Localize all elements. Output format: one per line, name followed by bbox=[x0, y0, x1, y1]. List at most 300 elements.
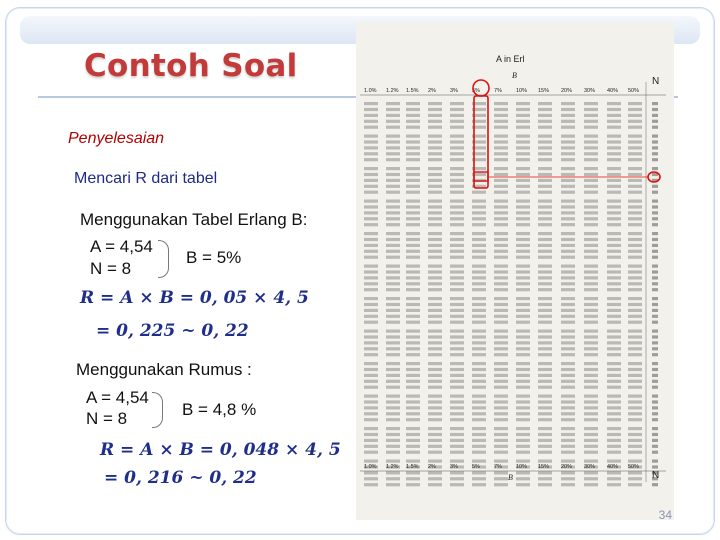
table-cell-texture bbox=[516, 152, 530, 155]
table-cell-texture bbox=[472, 244, 486, 247]
table-cell-texture bbox=[516, 200, 530, 203]
table-n-cell-texture bbox=[652, 288, 658, 291]
section-heading: Penyelesaian bbox=[68, 130, 165, 147]
table-cell-texture bbox=[561, 223, 575, 226]
table-cell-texture bbox=[450, 152, 464, 155]
table-cell-texture bbox=[472, 406, 486, 409]
table-cell-texture bbox=[364, 400, 378, 403]
table-cell-texture bbox=[584, 120, 598, 123]
table-cell-texture bbox=[406, 146, 420, 149]
table-cell-texture bbox=[450, 205, 464, 208]
table-cell-texture bbox=[494, 158, 508, 161]
table-cell-texture bbox=[607, 158, 621, 161]
table-cell-texture bbox=[584, 146, 598, 149]
table-n-cell-texture bbox=[652, 120, 658, 123]
table-cell-texture bbox=[450, 217, 464, 220]
table-cell-texture bbox=[561, 406, 575, 409]
table-cell-texture bbox=[607, 250, 621, 253]
table-cell-texture bbox=[450, 451, 464, 454]
table-n-cell-texture bbox=[652, 135, 658, 138]
table-cell-texture bbox=[561, 158, 575, 161]
table-cell-texture bbox=[428, 427, 442, 430]
table-cell-texture bbox=[364, 483, 378, 486]
table-n-cell-texture bbox=[652, 400, 658, 403]
table-cell-texture bbox=[494, 433, 508, 436]
table-cell-texture bbox=[538, 483, 552, 486]
table-cell-texture bbox=[428, 303, 442, 306]
table-n-cell-texture bbox=[652, 418, 658, 421]
table-cell-texture bbox=[584, 256, 598, 259]
table-cell-texture bbox=[450, 114, 464, 117]
table-cell-texture bbox=[516, 297, 530, 300]
table-cell-texture bbox=[494, 418, 508, 421]
table-cell-texture bbox=[561, 250, 575, 253]
table-cell-texture bbox=[406, 315, 420, 318]
table-cell-texture bbox=[450, 256, 464, 259]
table-cell-texture bbox=[494, 126, 508, 129]
table-cell-texture bbox=[561, 353, 575, 356]
table-cell-texture bbox=[406, 353, 420, 356]
table-cell-texture bbox=[450, 282, 464, 285]
table-cell-texture bbox=[628, 439, 642, 442]
table-cell-texture bbox=[494, 321, 508, 324]
table-cell-texture bbox=[386, 374, 400, 377]
table-cell-texture bbox=[607, 191, 621, 194]
table-cell-texture bbox=[386, 265, 400, 268]
table-cell-texture bbox=[628, 303, 642, 306]
table-cell-texture bbox=[607, 380, 621, 383]
table-n-cell-texture bbox=[652, 191, 658, 194]
table-cell-texture bbox=[584, 217, 598, 220]
table-cell-texture bbox=[472, 451, 486, 454]
table-cell-texture bbox=[364, 321, 378, 324]
table-cell-texture bbox=[538, 477, 552, 480]
table-cell-texture bbox=[516, 250, 530, 253]
table-cell-texture bbox=[494, 400, 508, 403]
table-cell-texture bbox=[628, 191, 642, 194]
table-cell-texture bbox=[428, 406, 442, 409]
table-cell-texture bbox=[538, 433, 552, 436]
table-cell-texture bbox=[450, 380, 464, 383]
table-n-cell-texture bbox=[652, 483, 658, 486]
table-cell-texture bbox=[516, 114, 530, 117]
table-cell-texture bbox=[406, 173, 420, 176]
table-cell-texture bbox=[450, 120, 464, 123]
table-cell-texture bbox=[386, 406, 400, 409]
table-cell-texture bbox=[607, 374, 621, 377]
table-cell-texture bbox=[406, 288, 420, 291]
table-cell-texture bbox=[516, 380, 530, 383]
table-cell-texture bbox=[472, 256, 486, 259]
table-cell-texture bbox=[538, 120, 552, 123]
table-cell-texture bbox=[386, 158, 400, 161]
table-cell-texture bbox=[561, 315, 575, 318]
table-cell-texture bbox=[428, 439, 442, 442]
table-cell-texture bbox=[584, 386, 598, 389]
table-cell-texture bbox=[561, 256, 575, 259]
table-cell-texture bbox=[364, 374, 378, 377]
table-cell-texture bbox=[364, 232, 378, 235]
table-cell-texture bbox=[607, 167, 621, 170]
table-cell-texture bbox=[386, 140, 400, 143]
table-header-cell: 1.0% bbox=[364, 88, 377, 94]
table-n-cell-texture bbox=[652, 270, 658, 273]
table-cell-texture bbox=[364, 353, 378, 356]
table-cell-texture bbox=[406, 232, 420, 235]
table-cell-texture bbox=[386, 362, 400, 365]
table-cell-texture bbox=[607, 146, 621, 149]
table-cell-texture bbox=[406, 445, 420, 448]
table-cell-texture bbox=[386, 483, 400, 486]
table-cell-texture bbox=[628, 244, 642, 247]
table-cell-texture bbox=[584, 374, 598, 377]
table-cell-texture bbox=[428, 451, 442, 454]
table-cell-texture bbox=[428, 460, 442, 463]
table-n-cell-texture bbox=[652, 256, 658, 259]
table-cell-texture bbox=[386, 211, 400, 214]
table-cell-texture bbox=[450, 309, 464, 312]
table-cell-texture bbox=[494, 288, 508, 291]
table-cell-texture bbox=[584, 200, 598, 203]
table-cell-texture bbox=[450, 471, 464, 474]
table-cell-texture bbox=[472, 427, 486, 430]
table-cell-texture bbox=[538, 341, 552, 344]
table-cell-texture bbox=[628, 380, 642, 383]
table-n-cell-texture bbox=[652, 211, 658, 214]
table-cell-texture bbox=[406, 341, 420, 344]
table-cell-texture bbox=[494, 412, 508, 415]
table-cell-texture bbox=[428, 114, 442, 117]
table-cell-texture bbox=[584, 250, 598, 253]
table-cell-texture bbox=[364, 330, 378, 333]
table-cell-texture bbox=[406, 374, 420, 377]
table-cell-texture bbox=[561, 152, 575, 155]
table-header-cell: 5% bbox=[472, 88, 480, 94]
table-cell-texture bbox=[428, 282, 442, 285]
table-cell-texture bbox=[494, 120, 508, 123]
table-n-cell-texture bbox=[652, 460, 658, 463]
table-cell-texture bbox=[364, 412, 378, 415]
table-header-cell: 1.2% bbox=[386, 88, 399, 94]
table-cell-texture bbox=[472, 362, 486, 365]
table-cell-texture bbox=[386, 395, 400, 398]
table-n-value: N = 8 bbox=[90, 259, 132, 278]
table-cell-texture bbox=[406, 185, 420, 188]
table-cell-texture bbox=[428, 250, 442, 253]
table-cell-texture bbox=[472, 217, 486, 220]
table-cell-texture bbox=[538, 205, 552, 208]
table-cell-texture bbox=[406, 223, 420, 226]
table-cell-texture bbox=[406, 102, 420, 105]
table-cell-texture bbox=[538, 427, 552, 430]
table-cell-texture bbox=[561, 386, 575, 389]
table-cell-texture bbox=[584, 460, 598, 463]
table-header-cell: 3% bbox=[450, 88, 458, 94]
table-cell-texture bbox=[472, 321, 486, 324]
table-n-cell-texture bbox=[652, 205, 658, 208]
table-cell-texture bbox=[584, 108, 598, 111]
table-header-cell: 5% bbox=[472, 464, 480, 470]
table-cell-texture bbox=[428, 321, 442, 324]
table-cell-texture bbox=[607, 341, 621, 344]
table-cell-texture bbox=[364, 191, 378, 194]
table-cell-texture bbox=[450, 315, 464, 318]
table-cell-texture bbox=[450, 374, 464, 377]
table-cell-texture bbox=[628, 223, 642, 226]
table-cell-texture bbox=[494, 152, 508, 155]
table-cell-texture bbox=[428, 374, 442, 377]
table-cell-texture bbox=[561, 362, 575, 365]
table-cell-texture bbox=[364, 297, 378, 300]
table-cell-texture bbox=[406, 152, 420, 155]
table-header-cell: 40% bbox=[607, 464, 619, 470]
table-cell-texture bbox=[494, 205, 508, 208]
table-cell-texture bbox=[561, 288, 575, 291]
table-cell-texture bbox=[538, 114, 552, 117]
table-cell-texture bbox=[386, 297, 400, 300]
table-cell-texture bbox=[494, 250, 508, 253]
table-cell-texture bbox=[584, 483, 598, 486]
table-cell-texture bbox=[538, 211, 552, 214]
table-header-cell: 50% bbox=[628, 88, 640, 94]
table-cell-texture bbox=[516, 335, 530, 338]
table-cell-texture bbox=[516, 471, 530, 474]
table-cell-texture bbox=[364, 445, 378, 448]
table-cell-texture bbox=[628, 309, 642, 312]
table-cell-texture bbox=[386, 321, 400, 324]
table-cell-texture bbox=[472, 276, 486, 279]
table-cell-texture bbox=[428, 200, 442, 203]
table-cell-texture bbox=[364, 341, 378, 344]
table-b-label-top: B bbox=[512, 71, 517, 80]
table-cell-texture bbox=[561, 395, 575, 398]
formula-a-value: A = 4,54 bbox=[86, 388, 149, 407]
table-n-cell-texture bbox=[652, 185, 658, 188]
table-cell-texture bbox=[364, 427, 378, 430]
table-cell-texture bbox=[561, 400, 575, 403]
table-cell-texture bbox=[494, 309, 508, 312]
table-cell-texture bbox=[516, 315, 530, 318]
table-cell-texture bbox=[516, 223, 530, 226]
table-n-cell-texture bbox=[652, 108, 658, 111]
table-cell-texture bbox=[607, 120, 621, 123]
table-cell-texture bbox=[386, 126, 400, 129]
table-cell-texture bbox=[450, 223, 464, 226]
table-cell-texture bbox=[364, 309, 378, 312]
table-cell-texture bbox=[386, 451, 400, 454]
table-n-cell-texture bbox=[652, 303, 658, 306]
table-cell-texture bbox=[628, 205, 642, 208]
table-cell-texture bbox=[538, 191, 552, 194]
table-cell-texture bbox=[628, 185, 642, 188]
table-cell-texture bbox=[428, 217, 442, 220]
table-cell-texture bbox=[386, 368, 400, 371]
table-cell-texture bbox=[406, 120, 420, 123]
table-cell-texture bbox=[406, 191, 420, 194]
table-cell-texture bbox=[628, 412, 642, 415]
table-cell-texture bbox=[406, 406, 420, 409]
table-cell-texture bbox=[538, 321, 552, 324]
table-cell-texture bbox=[428, 395, 442, 398]
table-cell-texture bbox=[428, 380, 442, 383]
table-cell-texture bbox=[584, 303, 598, 306]
table-cell-texture bbox=[450, 395, 464, 398]
table-cell-texture bbox=[607, 152, 621, 155]
table-cell-texture bbox=[561, 244, 575, 247]
table-cell-texture bbox=[364, 362, 378, 365]
table-cell-texture bbox=[516, 368, 530, 371]
table-cell-texture bbox=[450, 265, 464, 268]
table-cell-texture bbox=[628, 386, 642, 389]
table-cell-texture bbox=[450, 362, 464, 365]
table-cell-texture bbox=[584, 288, 598, 291]
table-cell-texture bbox=[516, 146, 530, 149]
table-n-cell-texture bbox=[652, 223, 658, 226]
table-cell-texture bbox=[450, 126, 464, 129]
table-cell-texture bbox=[561, 321, 575, 324]
table-cell-texture bbox=[386, 135, 400, 138]
table-cell-texture bbox=[406, 335, 420, 338]
table-cell-texture bbox=[561, 276, 575, 279]
table-cell-texture bbox=[450, 445, 464, 448]
table-cell-texture bbox=[628, 179, 642, 182]
table-header-cell: 30% bbox=[584, 464, 596, 470]
table-cell-texture bbox=[494, 445, 508, 448]
table-cell-texture bbox=[628, 126, 642, 129]
table-cell-texture bbox=[516, 374, 530, 377]
table-cell-texture bbox=[494, 477, 508, 480]
table-header-cell: 1.5% bbox=[406, 88, 419, 94]
table-cell-texture bbox=[364, 315, 378, 318]
table-n-cell-texture bbox=[652, 217, 658, 220]
table-cell-texture bbox=[628, 347, 642, 350]
table-cell-texture bbox=[584, 167, 598, 170]
table-n-cell-texture bbox=[652, 282, 658, 285]
table-cell-texture bbox=[516, 158, 530, 161]
table-cell-texture bbox=[494, 368, 508, 371]
table-cell-texture bbox=[584, 427, 598, 430]
table-cell-texture bbox=[561, 471, 575, 474]
table-cell-texture bbox=[584, 471, 598, 474]
table-cell-texture bbox=[494, 386, 508, 389]
table-cell-texture bbox=[516, 418, 530, 421]
table-cell-texture bbox=[607, 347, 621, 350]
table-cell-texture bbox=[494, 102, 508, 105]
table-cell-texture bbox=[628, 483, 642, 486]
table-cell-texture bbox=[472, 211, 486, 214]
table-cell-texture bbox=[628, 102, 642, 105]
table-cell-texture bbox=[538, 315, 552, 318]
table-cell-texture bbox=[364, 433, 378, 436]
table-cell-texture bbox=[561, 445, 575, 448]
table-cell-texture bbox=[584, 341, 598, 344]
table-cell-texture bbox=[364, 451, 378, 454]
table-cell-texture bbox=[364, 368, 378, 371]
table-cell-texture bbox=[628, 433, 642, 436]
table-cell-texture bbox=[628, 108, 642, 111]
table-cell-texture bbox=[450, 353, 464, 356]
table-cell-texture bbox=[450, 167, 464, 170]
table-cell-texture bbox=[450, 185, 464, 188]
table-cell-texture bbox=[561, 330, 575, 333]
table-cell-texture bbox=[472, 288, 486, 291]
table-cell-texture bbox=[472, 439, 486, 442]
table-cell-texture bbox=[450, 179, 464, 182]
table-cell-texture bbox=[607, 321, 621, 324]
table-cell-texture bbox=[386, 386, 400, 389]
table-cell-texture bbox=[494, 217, 508, 220]
table-cell-texture bbox=[450, 477, 464, 480]
table-cell-texture bbox=[607, 433, 621, 436]
table-cell-texture bbox=[607, 439, 621, 442]
table-cell-texture bbox=[472, 315, 486, 318]
table-cell-texture bbox=[584, 353, 598, 356]
table-cell-texture bbox=[386, 276, 400, 279]
table-cell-texture bbox=[494, 232, 508, 235]
table-cell-texture bbox=[628, 270, 642, 273]
table-cell-texture bbox=[428, 288, 442, 291]
table-cell-texture bbox=[428, 244, 442, 247]
table-cell-texture bbox=[428, 256, 442, 259]
table-cell-texture bbox=[538, 167, 552, 170]
table-cell-texture bbox=[386, 427, 400, 430]
table-cell-texture bbox=[628, 232, 642, 235]
table-cell-texture bbox=[386, 217, 400, 220]
table-cell-texture bbox=[561, 140, 575, 143]
table-cell-texture bbox=[561, 135, 575, 138]
table-n-cell-texture bbox=[652, 321, 658, 324]
table-cell-texture bbox=[494, 108, 508, 111]
table-cell-texture bbox=[428, 179, 442, 182]
table-cell-texture bbox=[628, 330, 642, 333]
table-cell-texture bbox=[386, 303, 400, 306]
table-cell-texture bbox=[607, 179, 621, 182]
table-cell-texture bbox=[516, 205, 530, 208]
table-cell-texture bbox=[450, 146, 464, 149]
table-cell-texture bbox=[584, 330, 598, 333]
table-cell-texture bbox=[364, 158, 378, 161]
table-header-cell: 10% bbox=[516, 464, 528, 470]
table-n-cell-texture bbox=[652, 451, 658, 454]
table-cell-texture bbox=[538, 200, 552, 203]
table-cell-texture bbox=[584, 265, 598, 268]
table-n-cell-texture bbox=[652, 146, 658, 149]
table-cell-texture bbox=[561, 483, 575, 486]
table-cell-texture bbox=[386, 120, 400, 123]
table-cell-texture bbox=[607, 205, 621, 208]
table-cell-texture bbox=[628, 395, 642, 398]
table-cell-texture bbox=[472, 386, 486, 389]
table-cell-texture bbox=[584, 418, 598, 421]
table-cell-texture bbox=[428, 477, 442, 480]
table-cell-texture bbox=[516, 265, 530, 268]
table-cell-texture bbox=[538, 303, 552, 306]
table-cell-texture bbox=[386, 471, 400, 474]
table-cell-texture bbox=[428, 146, 442, 149]
table-cell-texture bbox=[386, 380, 400, 383]
table-cell-texture bbox=[472, 270, 486, 273]
brace-icon bbox=[152, 392, 163, 428]
table-cell-texture bbox=[364, 386, 378, 389]
table-cell-texture bbox=[628, 418, 642, 421]
table-cell-texture bbox=[450, 135, 464, 138]
table-cell-texture bbox=[386, 460, 400, 463]
table-cell-texture bbox=[628, 321, 642, 324]
table-cell-texture bbox=[450, 200, 464, 203]
table-cell-texture bbox=[364, 395, 378, 398]
table-cell-texture bbox=[472, 303, 486, 306]
table-cell-texture bbox=[386, 167, 400, 170]
